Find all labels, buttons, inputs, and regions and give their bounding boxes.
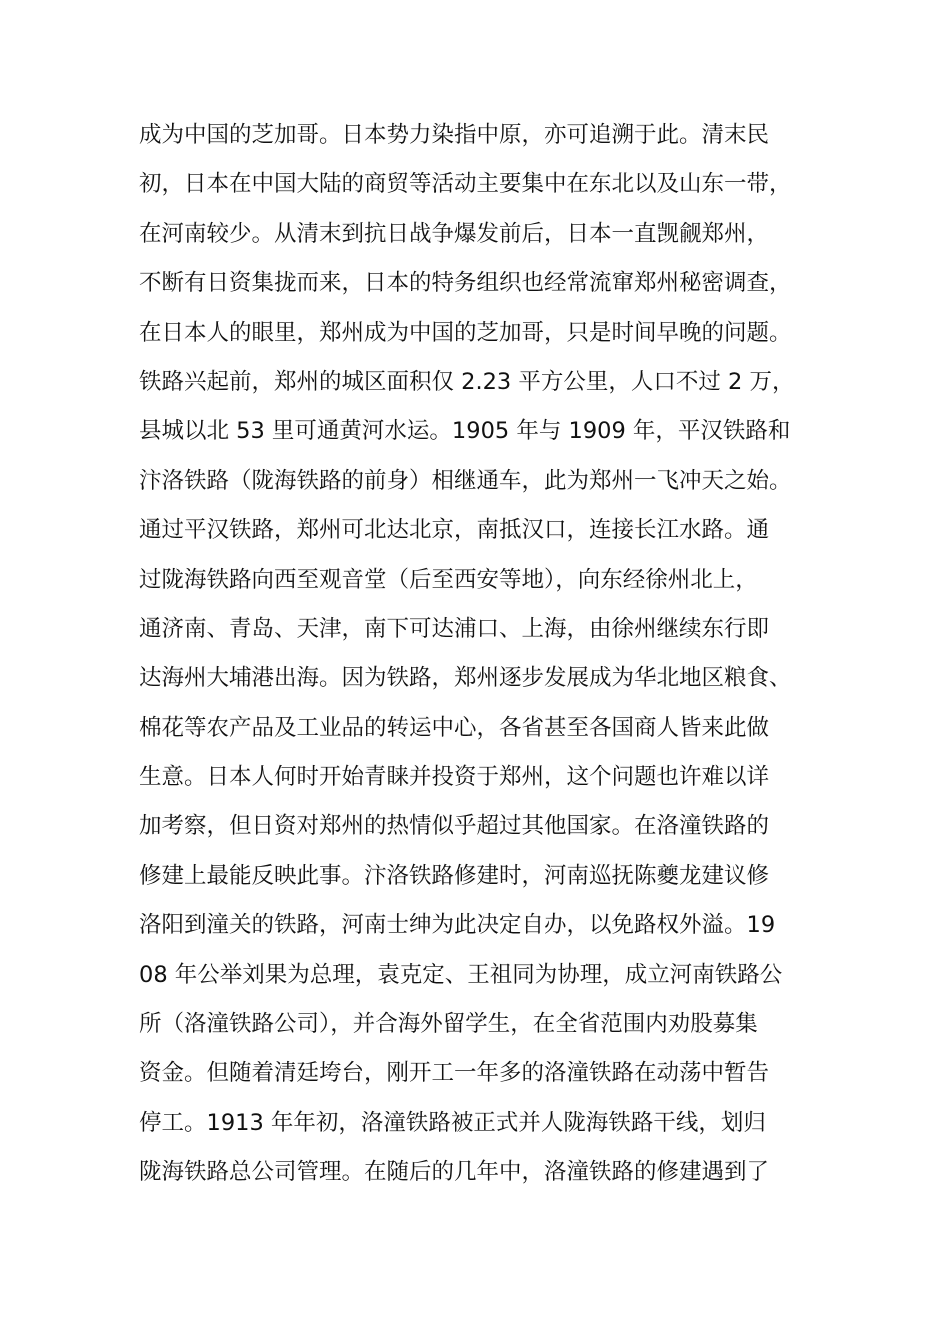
text-line: 资金。但随着清廷垮台，刚开工一年多的洛潼铁路在动荡中暂告	[139, 1060, 770, 1087]
text-line: 在河南较少。从清末到抗日战争爆发前后，日本一直觊觎郑州，	[139, 220, 770, 247]
text-line: 棉花等农产品及工业品的转运中心，各省甚至各国商人皆来此做	[139, 714, 770, 741]
text-line: 08 年公举刘果为总理，袁克定、王祖同为协理，成立河南铁路公	[139, 961, 783, 988]
body-paragraph	[139, 111, 819, 1198]
text-line: 达海州大埔港出海。因为铁路，郑州逐步发展成为华北地区粮食、	[139, 665, 792, 692]
text-line: 生意。日本人何时开始青睐并投资于郑州，这个问题也许难以详	[139, 764, 770, 791]
text-line: 洛阳到潼关的铁路，河南士绅为此决定自办，以免路权外溢。19	[139, 912, 776, 939]
text-line: 通过平汉铁路，郑州可北达北京，南抵汉口，连接长江水路。通	[139, 517, 770, 544]
text-line: 铁路兴起前，郑州的城区面积仅 2.23 平方公里，人口不过 2 万，	[139, 368, 795, 395]
text-line: 过陇海铁路向西至观音堂（后至西安等地），向东经徐州北上，	[139, 566, 758, 593]
text-line: 不断有日资集拢而来，日本的特务组织也经常流窜郑州秘密调查，	[139, 270, 792, 297]
text-line: 所（洛潼铁路公司），并合海外留学生，在全省范围内劝股募集	[139, 1011, 758, 1038]
text-line: 成为中国的芝加哥。日本势力染指中原，亦可追溯于此。清末民	[139, 122, 770, 148]
text-line: 停工。1913 年年初，洛潼铁路被正式并人陇海铁路干线，划归	[139, 1109, 766, 1136]
text-line: 在日本人的眼里，郑州成为中国的芝加哥，只是时间早晚的问题。	[139, 319, 792, 346]
text-line: 初，日本在中国大陆的商贸等活动主要集中在东北以及山东一带，	[139, 171, 792, 198]
text-line: 加考察，但日资对郑州的热情似乎超过其他国家。在洛潼铁路的	[139, 813, 770, 840]
text-line: 通济南、青岛、天津，南下可达浦口、上海，由徐州继续东行即	[139, 615, 770, 642]
text-line: 陇海铁路总公司管理。在随后的几年中，洛潼铁路的修建遇到了	[139, 1159, 770, 1186]
text-line: 修建上最能反映此事。汴洛铁路修建时，河南巡抚陈夔龙建议修	[139, 862, 770, 889]
text-line: 汴洛铁路（陇海铁路的前身）相继通车，此为郑州一飞冲天之始。	[139, 467, 792, 494]
text-line: 县城以北 53 里可通黄河水运。1905 年与 1909 年，平汉铁路和	[139, 418, 791, 445]
